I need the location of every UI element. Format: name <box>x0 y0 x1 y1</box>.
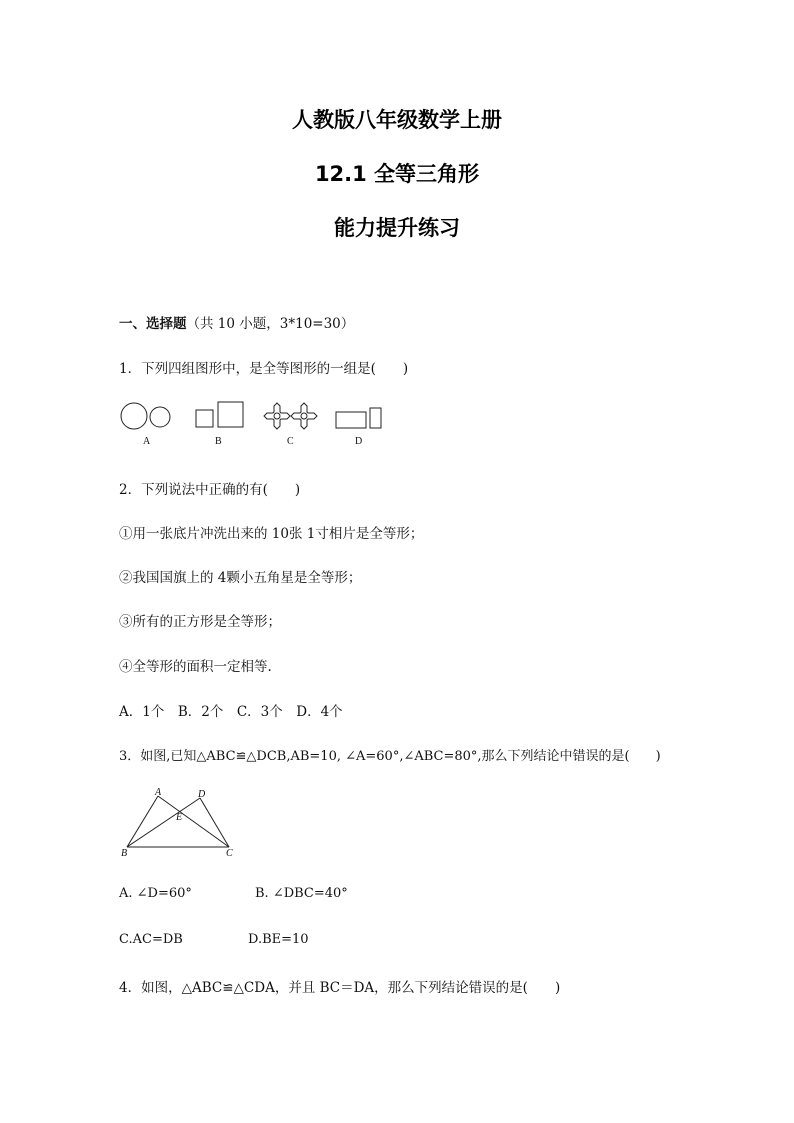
figure-b-squares <box>196 402 243 427</box>
point-c-label: C <box>226 848 233 859</box>
question-3: 3．如图,已知△ABC≌△DCB,AB=10, ∠A=60°,∠ABC=80°,那么下列结论中错误的是( ) <box>119 749 661 764</box>
q2-item-1: ①用一张底片冲洗出来的 10张 1寸相片是全等形； <box>119 526 424 542</box>
figure-c-crosses <box>264 403 317 429</box>
figure-d-rectangles <box>336 408 381 428</box>
point-a-label: A <box>155 787 162 798</box>
q1-label-a: A <box>143 436 151 447</box>
point-e-label: E <box>176 812 183 823</box>
segment-ba <box>127 796 158 847</box>
q2-item-4: ④全等形的面积一定相等. <box>119 659 272 675</box>
section-note: （共 10 小题，3*10=30） <box>186 316 355 332</box>
q2-item-3: ③所有的正方形是全等形； <box>119 614 281 630</box>
q2-item-2: ②我国国旗上的 4颗小五角星是全等形； <box>119 570 362 586</box>
q3-option-d: D.BE=10 <box>248 932 309 947</box>
q3-option-a: A. ∠D=60° <box>119 886 192 901</box>
point-b-label: B <box>121 848 128 859</box>
segment-ac <box>158 796 229 847</box>
figure-a-circles <box>121 403 170 429</box>
segment-bd <box>127 798 200 847</box>
q1-label-c: C <box>287 436 294 447</box>
q3-option-b: B. ∠DBC=40° <box>255 886 348 901</box>
question-2: 2．下列说法中正确的有( ) <box>119 482 301 498</box>
q1-label-b: B <box>215 436 222 447</box>
section-title: 一、选择题 <box>119 316 187 332</box>
doc-subtitle: 12.1 全等三角形 <box>314 162 480 186</box>
doc-subtitle-2: 能力提升练习 <box>334 216 460 240</box>
point-d-label: D <box>198 789 206 800</box>
segment-dc <box>200 798 229 847</box>
q1-label-d: D <box>355 436 363 447</box>
doc-title: 人教版八年级数学上册 <box>292 108 502 132</box>
q2-options: A．1个 B．2个 C．3个 D．4个 <box>119 704 343 720</box>
q3-option-c: C.AC=DB <box>119 932 183 947</box>
q1-figures <box>110 398 410 448</box>
question-4: 4．如图，△ABC≌△CDA，并且 BC＝DA，那么下列结论错误的是( ) <box>119 980 561 996</box>
question-1: 1．下列四组图形中，是全等图形的一组是( ) <box>119 361 409 377</box>
section-heading <box>119 312 354 332</box>
